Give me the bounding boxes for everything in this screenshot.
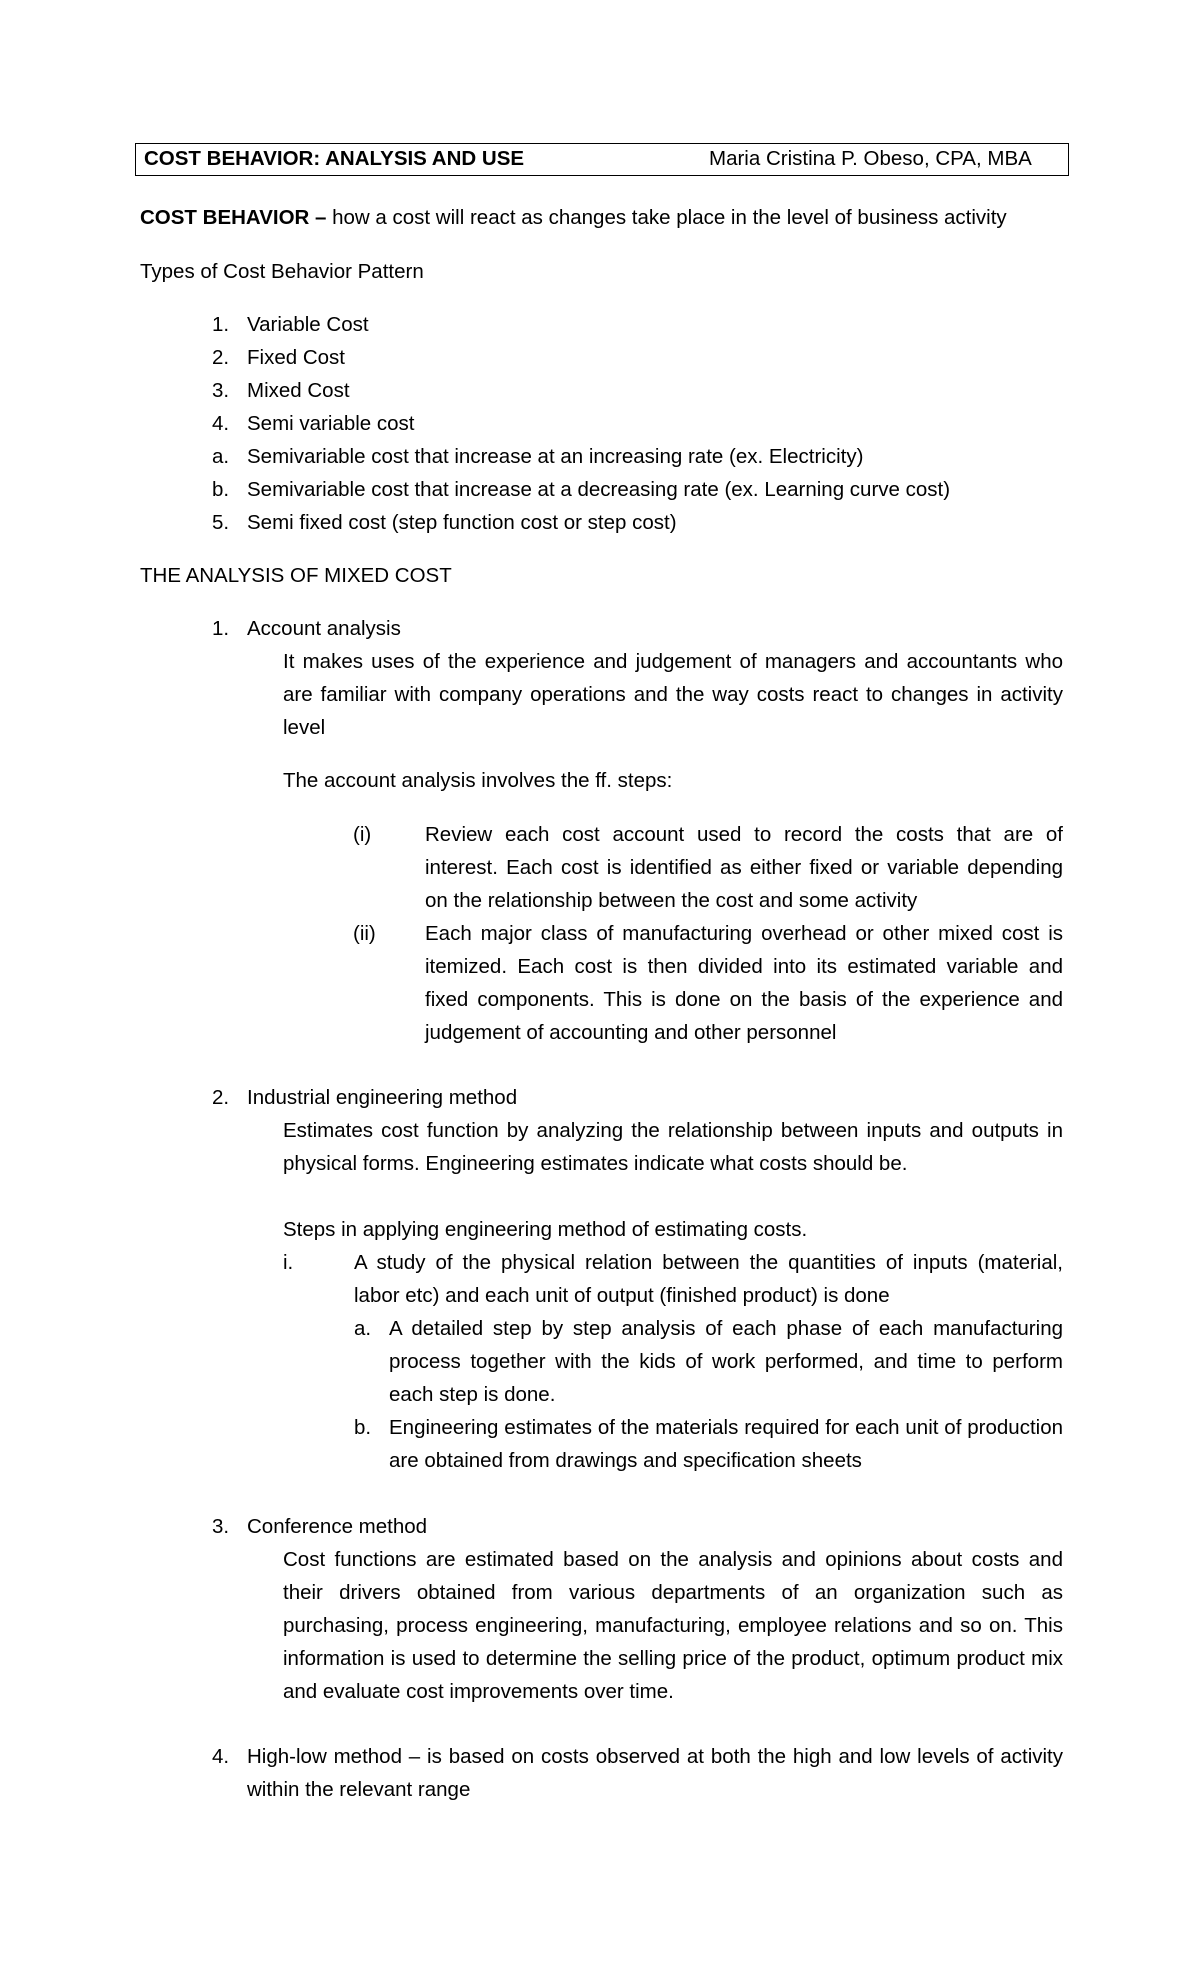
document-author: Maria Cristina P. Obeso, CPA, MBA [709,147,1032,170]
method-description: It makes uses of the experience and judgement of managers and accountants who are familiar with company operations and the way costs react to changes in activity level [283,650,1063,739]
substep-text: Engineering estimates of the materials required for each unit of production are obtained from drawings and specification sheets [389,1416,1063,1472]
list-item-number: 1. [212,313,230,336]
step-number: i. [283,1251,294,1274]
header-box [135,143,1069,176]
method-description: Estimates cost function by analyzing the relationship between inputs and outputs in physical forms. Engineering estimates indicate what costs should be. [283,1119,1063,1175]
method-title: Account analysis [247,617,401,640]
list-item-number: 3. [212,379,230,402]
types-heading: Types of Cost Behavior Pattern [140,260,424,283]
list-item: Fixed Cost [247,346,345,369]
list-item-number: 5. [212,511,230,534]
substep-text: A detailed step by step analysis of each phase of each manufacturing process together with the kids of work performed, and time to perform each step is done. [389,1317,1063,1406]
step-text: Review each cost account used to record the costs that are of interest. Each cost is identified as either fixed or variable depending on the relationship between the cost and some activity [425,823,1063,912]
list-item: Semi variable cost [247,412,415,435]
substep-number: a. [354,1317,372,1340]
method-number: 1. [212,617,230,640]
definition-text: how a cost will react as changes take place in the level of business activity [326,206,1007,229]
method-number: 4. [212,1745,230,1768]
method-description: Cost functions are estimated based on the analysis and opinions about costs and their drivers obtained from various departments of an organization such as purchasing, process engineering, manufacturing, employee relations and so on. This information is used to determine the selling price of the product, optimum product mix and evaluate cost improvements over time. [283,1548,1063,1703]
list-item: Mixed Cost [247,379,350,402]
method-title: Conference method [247,1515,428,1538]
method-description: High-low method – is based on costs observed at both the high and low levels of activity within the relevant range [247,1745,1063,1801]
step-text: Each major class of manufacturing overhead or other mixed cost is itemized. Each cost is then divided into its estimated variable and fixed components. This is done on the basis of the experience and judgement of accounting and other personnel [425,922,1063,1044]
list-item-number: b. [212,478,230,501]
method-number: 2. [212,1086,230,1109]
section-heading: THE ANALYSIS OF MIXED COST [140,564,452,587]
step-number: (ii) [353,922,376,945]
list-item: Semivariable cost that increase at an increasing rate (ex. Electricity) [247,445,864,468]
list-item: Variable Cost [247,313,369,336]
list-item-number: 4. [212,412,230,435]
list-item-number: 2. [212,346,230,369]
method-number: 3. [212,1515,230,1538]
definition-paragraph [140,201,1007,234]
steps-intro: Steps in applying engineering method of estimating costs. [283,1218,808,1241]
list-item-number: a. [212,445,230,468]
method-title: Industrial engineering method [247,1086,518,1109]
document-title: COST BEHAVIOR: ANALYSIS AND USE [144,147,525,170]
list-item: Semivariable cost that increase at a decreasing rate (ex. Learning curve cost) [247,478,951,501]
list-item: Semi fixed cost (step function cost or step cost) [247,511,677,534]
definition-term: COST BEHAVIOR – [140,206,327,229]
steps-intro: The account analysis involves the ff. steps: [283,769,673,792]
substep-number: b. [354,1416,372,1439]
step-number: (i) [353,823,372,846]
step-text: A study of the physical relation between the quantities of inputs (material, labor etc) and each unit of output (finished product) is done [354,1251,1063,1307]
